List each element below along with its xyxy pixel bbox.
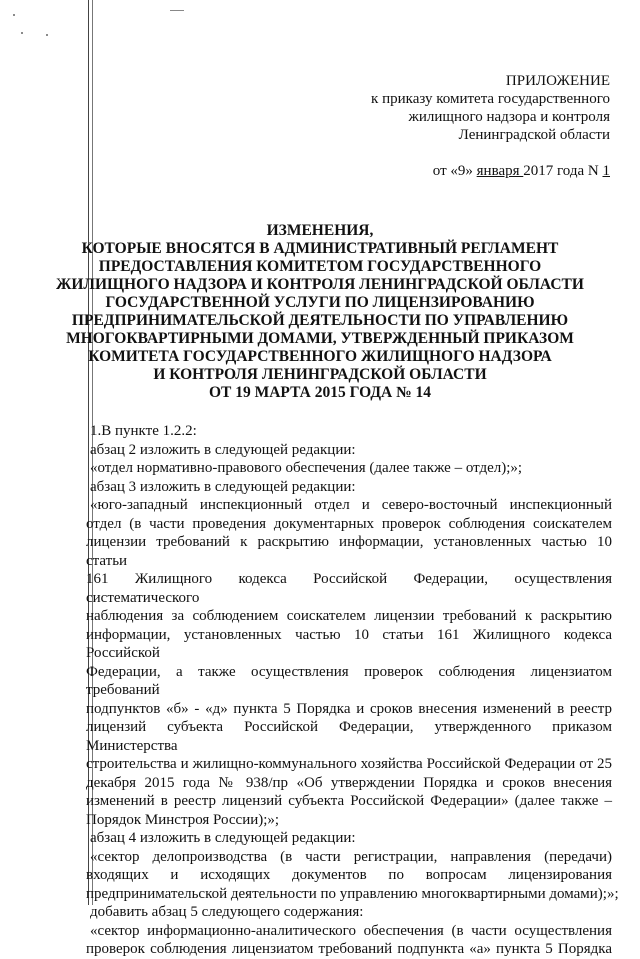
body-line: «отдел нормативно-правового обеспечения (далее также – отдел);»; xyxy=(90,460,523,476)
body-line: лицензии требований к раскрытию информации, установленных частью 10 статьи xyxy=(86,534,612,569)
body-line: наблюдения за соблюдением соискателем лицензии требований к раскрытию xyxy=(86,608,612,624)
order-date-line: от «9» января 2017 года N 1 xyxy=(432,163,610,179)
body-line: входящих и исходящих документов по вопросам лицензирования xyxy=(86,867,612,883)
body-line: подпунктов «б» - «д» пункта 5 Порядка и сроков внесения изменений в реестр xyxy=(86,700,612,717)
scan-speck xyxy=(46,34,48,36)
title-line: ИЗМЕНЕНИЯ, xyxy=(266,222,374,239)
body-line: Федерации, а также осуществления проверок соблюдения лицензиатом требований xyxy=(86,663,612,698)
document-title xyxy=(0,222,640,402)
body-line: «юго-западный инспекционный отдел и северо-восточный инспекционный xyxy=(90,497,612,513)
body-line: проверок соблюдения лицензиатом требований подпункта «а» пункта 5 Порядка xyxy=(86,941,612,957)
body-line: «сектор информационно-аналитического обеспечения (в части осуществления xyxy=(90,922,612,939)
body-line: 161 Жилищного кодекса Российской Федерации, осуществления систематического xyxy=(86,571,612,606)
body-line: отдел (в части проведения документарных проверок соблюдения соискателем xyxy=(86,515,612,532)
title-line: МНОГОКВАРТИРНЫМИ ДОМАМИ, УТВЕРЖДЕННЫЙ ПРИКАЗОМ xyxy=(66,330,574,347)
title-line: КОМИТЕТА ГОСУДАРСТВЕННОГО ЖИЛИЩНОГО НАДЗОРА xyxy=(88,348,552,365)
order-reference-line: жилищного надзора и контроля xyxy=(408,109,610,125)
order-reference-line: Ленинградской области xyxy=(458,127,610,143)
document-body xyxy=(86,422,619,959)
scan-speck xyxy=(170,10,184,11)
body-line: Порядок Минстроя России);»; xyxy=(86,811,280,828)
title-line: ЖИЛИЩНОГО НАДЗОРА И КОНТРОЛЯ ЛЕНИНГРАДСКОЙ ОБЛАСТИ xyxy=(56,276,584,293)
title-line: ПРЕДОСТАВЛЕНИЯ КОМИТЕТОМ ГОСУДАРСТВЕННОГО xyxy=(98,258,542,275)
body-line: декабря 2015 года № 938/пр «Об утверждении Порядка и сроков внесения xyxy=(86,774,612,791)
body-line: предпринимательской деятельности по управлению многоквартирными домами);»; xyxy=(86,885,619,902)
body-line: абзац 3 изложить в следующей редакции: xyxy=(90,478,356,495)
scan-speck xyxy=(13,14,15,16)
body-line: информации, установленных частью 10 статьи 161 Жилищного кодекса Российской xyxy=(86,626,612,661)
scan-speck xyxy=(21,32,23,34)
title-line: КОТОРЫЕ ВНОСЯТСЯ В АДМИНИСТРАТИВНЫЙ РЕГЛАМЕНТ xyxy=(81,240,559,257)
body-line: строительства и жилищно-коммунального хозяйства Российской Федерации от 25 xyxy=(86,756,612,772)
body-line: 1.В пункте 1.2.2: xyxy=(90,423,197,439)
body-line: лицензий субъекта Российской Федерации, утвержденного приказом Министерства xyxy=(86,719,612,754)
body-line: «сектор делопроизводства (в части регистрации, направления (передачи) xyxy=(90,848,612,865)
order-date-month: января xyxy=(476,163,524,179)
body-line: абзац 2 изложить в следующей редакции: xyxy=(90,441,356,458)
body-line: добавить абзац 5 следующего содержания: xyxy=(90,904,364,920)
body-line: изменений в реестр лицензий субъекта Российской Федерации» (далее также – xyxy=(86,793,612,809)
appendix-header xyxy=(371,72,610,180)
title-line: ОТ 19 МАРТА 2015 ГОДА № 14 xyxy=(208,384,432,401)
appendix-label: ПРИЛОЖЕНИЕ xyxy=(505,73,610,89)
title-line: ГОСУДАРСТВЕННОЙ УСЛУГИ ПО ЛИЦЕНЗИРОВАНИЮ xyxy=(105,294,535,311)
title-line: ПРЕДПРИНИМАТЕЛЬСКОЙ ДЕЯТЕЛЬНОСТИ ПО УПРАВЛЕНИЮ xyxy=(71,312,569,329)
body-line: абзац 4 изложить в следующей редакции: xyxy=(90,830,356,846)
order-reference-line: к приказу комитета государственного xyxy=(371,91,610,107)
order-number: 1 xyxy=(602,163,610,179)
title-line: И КОНТРОЛЯ ЛЕНИНГРАДСКОЙ ОБЛАСТИ xyxy=(153,366,487,383)
